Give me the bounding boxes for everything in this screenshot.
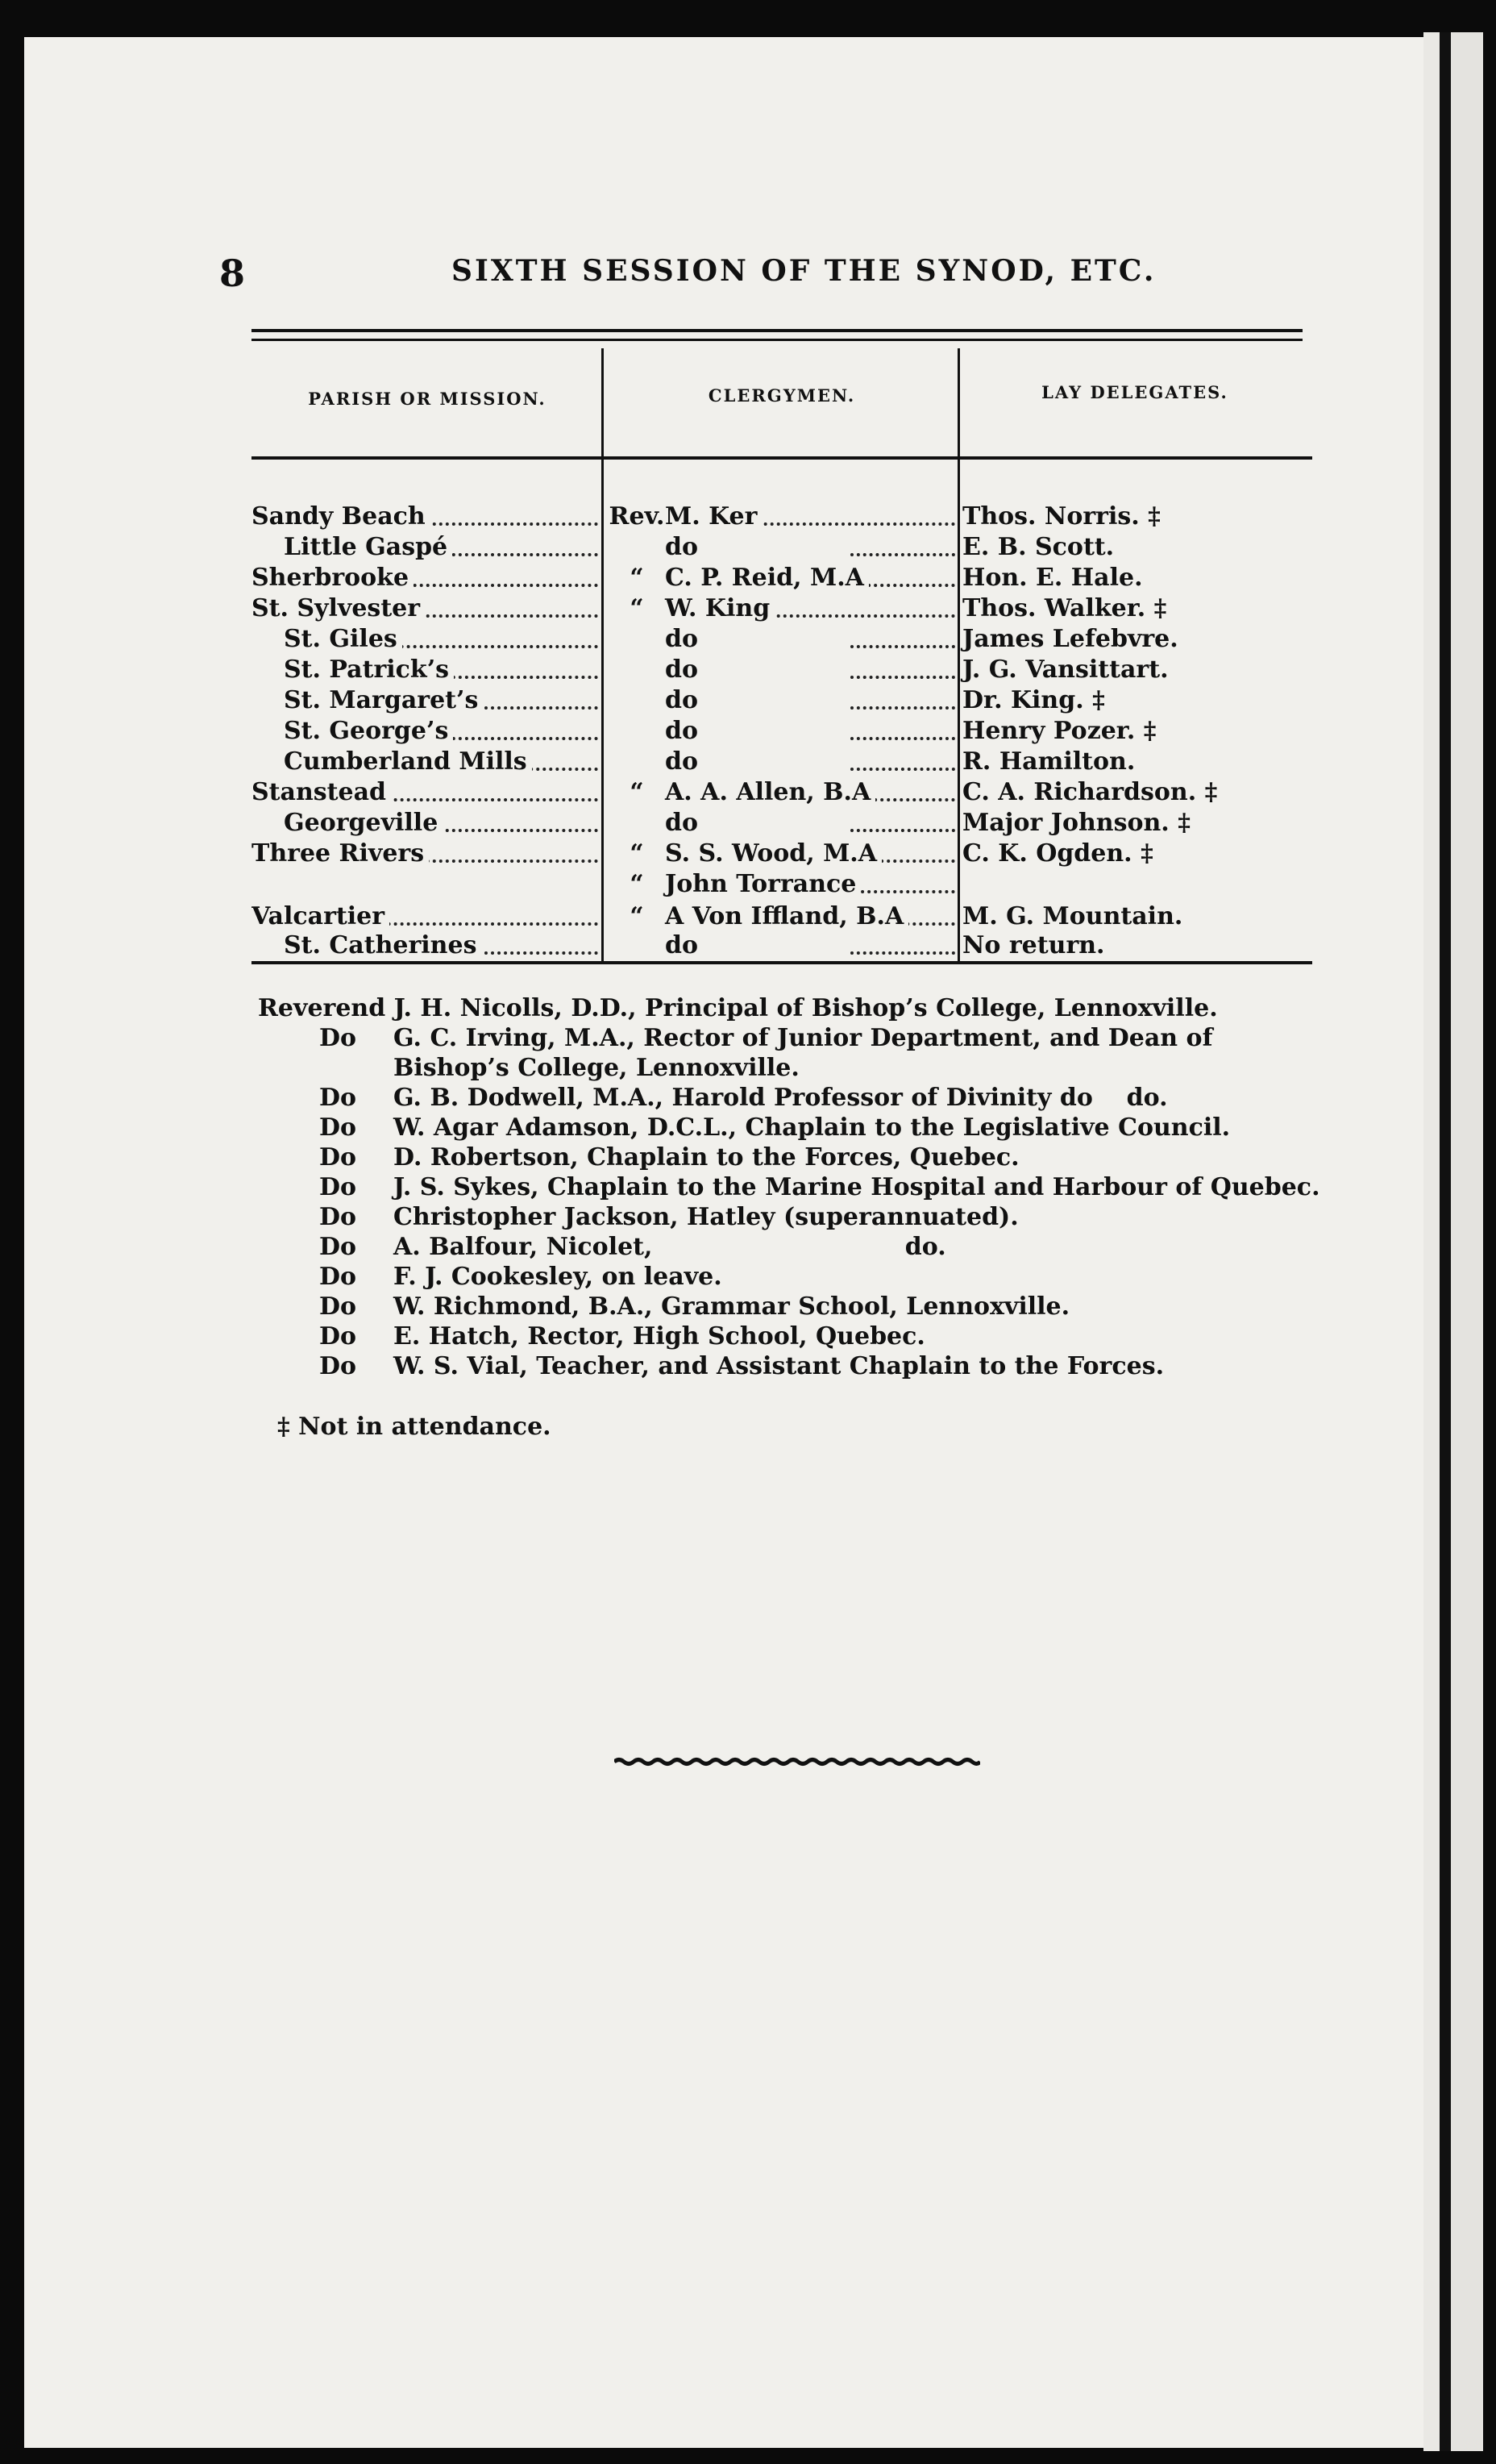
- clergy-list-prefix: Do: [319, 1292, 357, 1321]
- table-cell-parish: [284, 685, 598, 716]
- clergyman-name: C. P. Reid, M.A: [665, 564, 869, 592]
- clergy-list-item: [251, 1202, 1019, 1232]
- table-cell-clergyman: [609, 839, 955, 869]
- clergy-list-item: [251, 1143, 1020, 1172]
- table-cell-clergyman: [609, 655, 955, 685]
- clergy-list-text: W. Richmond, B.A., Grammar School, Lennoxville.: [393, 1292, 1070, 1321]
- clergy-list-item: [251, 1083, 1168, 1113]
- clergy-list-text: W. Agar Adamson, D.C.L., Chaplain to the Legislative Council.: [393, 1113, 1231, 1142]
- clergyman-name: do: [665, 931, 703, 959]
- top-rule: [251, 329, 1303, 332]
- clergy-prefix: “: [609, 869, 665, 900]
- clergy-list-prefix: Do: [319, 1352, 357, 1380]
- clergy-list-text: J. S. Sykes, Chaplain to the Marine Hospital and Harbour of Quebec.: [393, 1173, 1320, 1201]
- column-header-parish: PARISH OR MISSION.: [308, 389, 546, 409]
- clergy-prefix: “: [609, 593, 665, 624]
- table-cell-parish: [284, 532, 598, 563]
- table-cell-parish: [284, 655, 598, 685]
- column-header-lay-delegates: LAY DELEGATES.: [1041, 382, 1228, 402]
- clergy-list-text: J. H. Nicolls, D.D., Principal of Bishop’s College, Lennoxville.: [393, 994, 1218, 1022]
- table-cell-lay-delegate: No return.: [962, 931, 1105, 959]
- clergy-list-item: [251, 1053, 800, 1083]
- table-cell-lay-delegate: C. K. Ogden. ‡: [962, 839, 1153, 868]
- clergyman-name: do: [665, 809, 703, 837]
- ornament-rule: [614, 1756, 980, 1767]
- clergy-list-item: [251, 1351, 1164, 1381]
- running-title: SIXTH SESSION OF THE SYNOD, ETC.: [451, 254, 1157, 288]
- column-header-clergymen: CLERGYMEN.: [708, 385, 856, 406]
- clergy-list-text: Christopher Jackson, Hatley (superannuated).: [393, 1203, 1019, 1231]
- leader-dots: [850, 645, 955, 648]
- top-rule-2: [251, 339, 1303, 341]
- table-cell-parish: [284, 930, 598, 961]
- parish-name: Georgeville: [284, 809, 443, 837]
- table-cell-lay-delegate: C. A. Richardson. ‡: [962, 778, 1218, 806]
- table-cell-parish: [284, 624, 598, 655]
- table-cell-parish: [284, 747, 598, 777]
- parish-name: Three Rivers: [251, 839, 429, 868]
- table-cell-parish: [284, 716, 598, 747]
- column-divider-2: [958, 348, 960, 961]
- clergy-list-prefix: Do: [319, 1084, 357, 1112]
- leader-dots: [850, 706, 955, 710]
- table-cell-lay-delegate: James Lefebvre.: [962, 625, 1178, 653]
- table-cell-lay-delegate: Thos. Norris. ‡: [962, 502, 1161, 531]
- leader-dots: [850, 553, 955, 556]
- table-cell-lay-delegate: Henry Pozer. ‡: [962, 717, 1157, 745]
- parish-name: Sandy Beach: [251, 502, 430, 531]
- page-number: 8: [219, 252, 246, 295]
- clergyman-name: A Von Iffland, B.A: [665, 902, 908, 930]
- table-cell-clergyman: [609, 502, 955, 532]
- table-cell-parish: [251, 839, 598, 869]
- clergy-list-text: G. B. Dodwell, M.A., Harold Professor of Divinity do do.: [393, 1084, 1168, 1112]
- table-cell-lay-delegate: E. B. Scott.: [962, 533, 1115, 561]
- clergy-list-item: [251, 1172, 1320, 1202]
- table-cell-lay-delegate: Dr. King. ‡: [962, 686, 1105, 714]
- table-cell-lay-delegate: M. G. Mountain.: [962, 902, 1183, 930]
- clergyman-name: do: [665, 533, 703, 561]
- clergy-list-item: [251, 1023, 1212, 1053]
- clergy-list-prefix: Do: [319, 1143, 357, 1172]
- clergy-list-text: G. C. Irving, M.A., Rector of Junior Department, and Dean of: [393, 1024, 1213, 1052]
- clergyman-name: W. King: [665, 594, 775, 622]
- clergyman-name: John Torrance: [665, 870, 861, 898]
- clergy-list-item: [251, 1262, 722, 1292]
- table-cell-lay-delegate: R. Hamilton.: [962, 747, 1136, 776]
- clergyman-name: M. Ker: [665, 502, 762, 531]
- clergy-prefix: Rev.: [609, 502, 665, 531]
- clergy-list-item: [258, 993, 1218, 1023]
- leader-dots: [850, 951, 955, 955]
- table-cell-lay-delegate: Hon. E. Hale.: [962, 564, 1143, 592]
- clergy-prefix: “: [609, 901, 665, 932]
- table-cell-clergyman: [609, 901, 955, 932]
- clergy-list-text: Bishop’s College, Lennoxville.: [393, 1054, 800, 1082]
- table-cell-parish: [251, 502, 598, 532]
- clergy-list-text: D. Robertson, Chaplain to the Forces, Quebec.: [393, 1143, 1020, 1172]
- binding-shadow: [1440, 32, 1451, 2451]
- table-bottom-rule: [251, 961, 1312, 964]
- clergyman-name: A. A. Allen, B.A: [665, 778, 875, 806]
- header-rule: [251, 456, 1312, 460]
- table-cell-parish: [251, 901, 598, 932]
- leader-dots: [850, 676, 955, 679]
- parish-name: St. George’s: [284, 717, 453, 745]
- clergy-list-prefix: Reverend: [258, 994, 386, 1022]
- table-cell-lay-delegate: Major Johnson. ‡: [962, 809, 1191, 837]
- parish-name: St. Margaret’s: [284, 686, 483, 714]
- table-cell-parish: [284, 808, 598, 839]
- parish-name: Cumberland Mills: [284, 747, 532, 776]
- clergyman-name: do: [665, 625, 703, 653]
- leader-dots: [850, 737, 955, 740]
- clergy-list-text: F. J. Cookesley, on leave.: [393, 1263, 722, 1291]
- clergy-list-text: A. Balfour, Nicolet, do.: [393, 1233, 946, 1261]
- clergy-list-item: [251, 1232, 946, 1262]
- table-cell-clergyman: [609, 777, 955, 808]
- clergy-list-prefix: Do: [319, 1113, 357, 1142]
- table-cell-clergyman: [609, 930, 955, 961]
- clergyman-name: do: [665, 747, 703, 776]
- table-cell-clergyman: [609, 685, 955, 716]
- footnote: ‡ Not in attendance.: [277, 1413, 551, 1441]
- clergy-list-prefix: Do: [319, 1203, 357, 1231]
- clergyman-name: do: [665, 656, 703, 684]
- clergy-list-prefix: Do: [319, 1024, 357, 1052]
- clergy-prefix: “: [609, 839, 665, 869]
- clergyman-name: do: [665, 717, 703, 745]
- table-cell-lay-delegate: Thos. Walker. ‡: [962, 594, 1167, 622]
- leader-dots: [850, 768, 955, 771]
- leader-dots: [850, 829, 955, 832]
- table-cell-parish: [251, 563, 598, 593]
- clergy-prefix: “: [609, 777, 665, 808]
- clergy-list-prefix: Do: [319, 1322, 357, 1351]
- table-cell-clergyman: [609, 624, 955, 655]
- table-cell-clergyman: [609, 716, 955, 747]
- clergy-list-prefix: Do: [319, 1263, 357, 1291]
- parish-name: St. Catherines: [284, 931, 481, 959]
- clergy-list-prefix: Do: [319, 1233, 357, 1261]
- table-cell-clergyman: [609, 869, 955, 900]
- clergyman-name: S. S. Wood, M.A: [665, 839, 882, 868]
- next-page-edge: [1451, 32, 1483, 2451]
- table-cell-parish: [251, 777, 598, 808]
- clergy-list-text: E. Hatch, Rector, High School, Quebec.: [393, 1322, 925, 1351]
- page-edge: [1423, 32, 1440, 2451]
- parish-name: Valcartier: [251, 902, 389, 930]
- clergy-list-item: [251, 1321, 925, 1351]
- parish-name: St. Giles: [284, 625, 402, 653]
- clergy-prefix: “: [609, 563, 665, 593]
- table-cell-clergyman: [609, 593, 955, 624]
- table-cell-clergyman: [609, 808, 955, 839]
- clergy-list-item: [251, 1292, 1070, 1321]
- table-cell-clergyman: [609, 532, 955, 563]
- column-divider-1: [601, 348, 604, 961]
- table-cell-clergyman: [609, 747, 955, 777]
- table-cell-clergyman: [609, 563, 955, 593]
- clergy-list-prefix: Do: [319, 1173, 357, 1201]
- table-cell-parish: [251, 593, 598, 624]
- parish-name: Stanstead: [251, 778, 391, 806]
- clergyman-name: do: [665, 686, 703, 714]
- parish-name: St. Sylvester: [251, 594, 425, 622]
- table-cell-lay-delegate: J. G. Vansittart.: [962, 656, 1169, 684]
- clergy-list-text: W. S. Vial, Teacher, and Assistant Chaplain to the Forces.: [393, 1352, 1165, 1380]
- parish-name: St. Patrick’s: [284, 656, 454, 684]
- parish-name: Sherbrooke: [251, 564, 413, 592]
- clergy-list-item: [251, 1113, 1230, 1143]
- parish-name: Little Gaspé: [284, 533, 452, 561]
